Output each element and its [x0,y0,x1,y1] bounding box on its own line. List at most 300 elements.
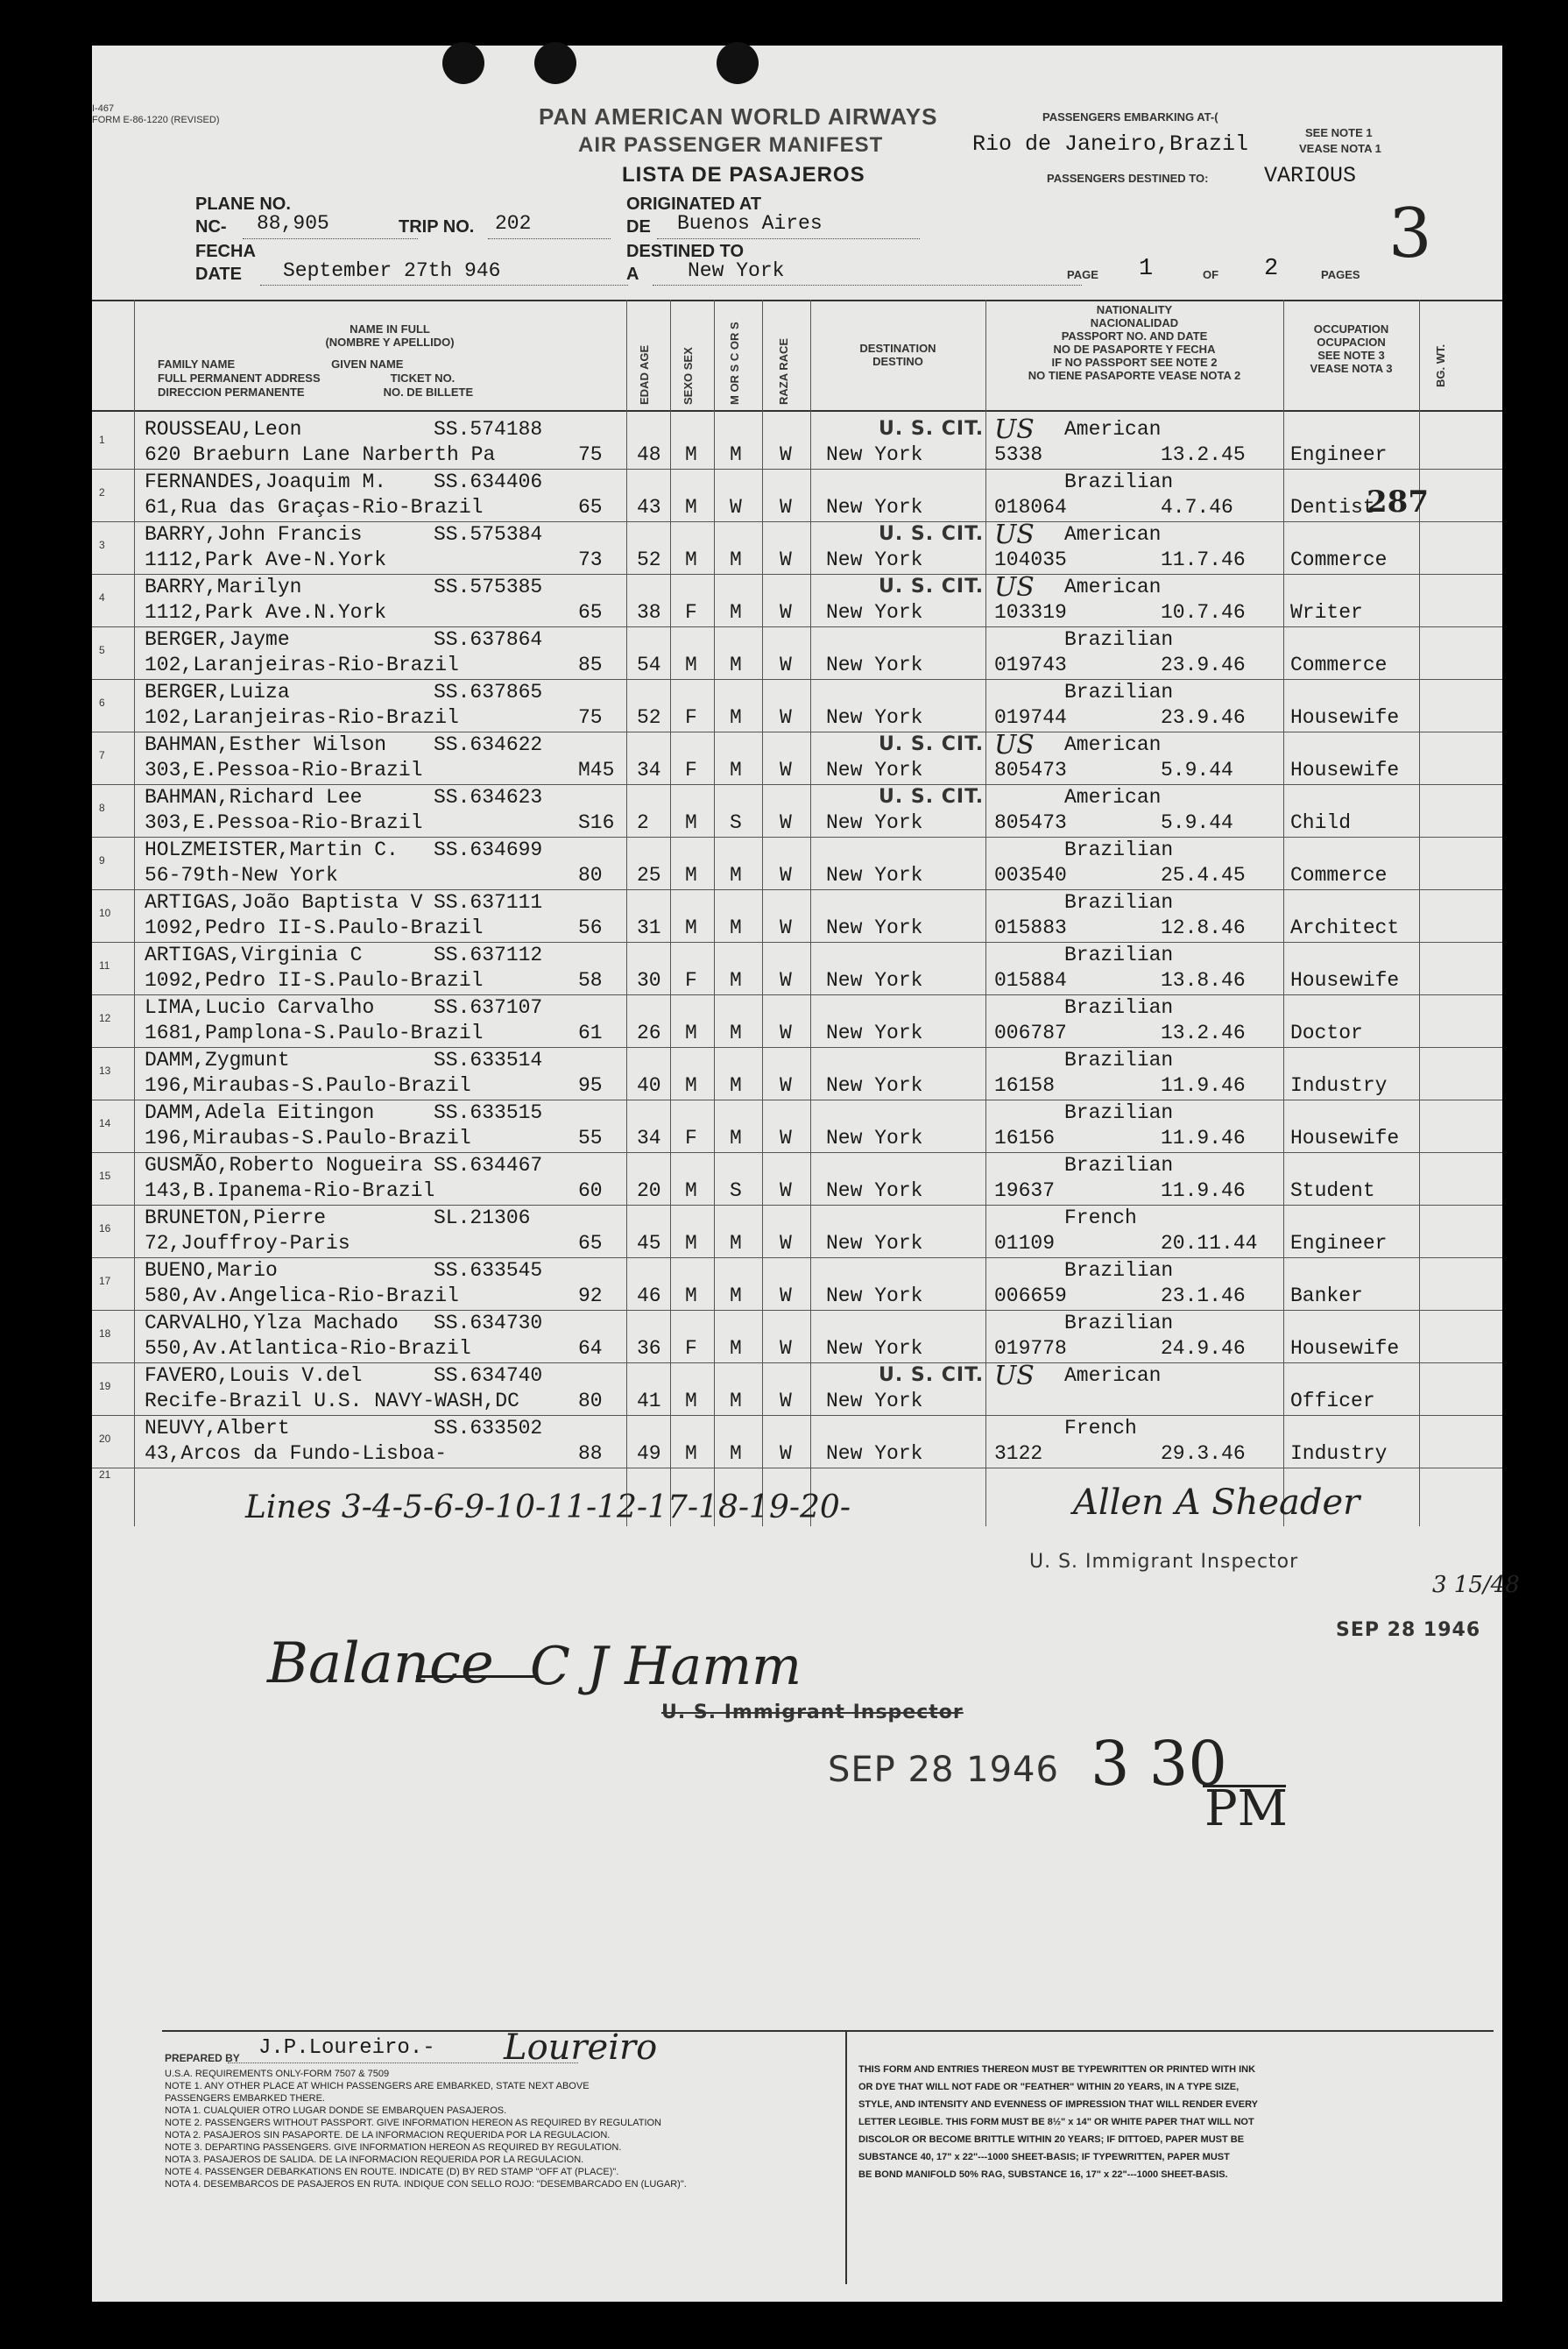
nationality-cell: Brazilian [1064,1101,1174,1124]
footer-note-right: BE BOND MANIFOLD 50% RAG, SUBSTANCE 16, 17" x 22"---1000 SHEET-BASIS. [858,2169,1228,2180]
time-note: 3 30 [1091,1728,1227,1800]
col-header-sex: SEXO SEX [682,347,695,405]
occupation-cell: Engineer [1290,443,1388,466]
row-rule [92,1362,1502,1363]
passenger-address: 72,Jouffroy-Paris [145,1232,350,1255]
passport-date: 23.9.46 [1161,706,1246,729]
race-cell: W [780,548,792,571]
plane-no: 88,905 [257,212,329,235]
passport-date: 11.9.46 [1161,1074,1246,1097]
sex-cell: M [685,496,697,519]
passenger-address: 1112,Park Ave.N.York [145,601,387,624]
trip-no: 202 [495,212,532,235]
col-line [1419,300,1420,1526]
row-number: 18 [99,1327,111,1340]
passport-date: 10.7.46 [1161,601,1246,624]
passport-date: 23.9.46 [1161,654,1246,676]
col-header-race: RAZA RACE [777,337,790,405]
marital-cell: M [730,601,742,624]
passport-number: 5338 [994,443,1043,466]
marital-cell: M [730,1127,742,1150]
age-cell: 34 [637,1127,661,1150]
age-cell: 30 [637,969,661,992]
race-cell: W [780,1390,792,1412]
row-rule [92,1205,1502,1206]
row-number: 15 [99,1170,111,1182]
ticket-code: 55 [578,1127,603,1150]
nationality-cell: Brazilian [1064,944,1174,966]
row-number: 13 [99,1065,111,1077]
passport-number: 103319 [994,601,1067,624]
sex-cell: M [685,1442,697,1465]
passport-number: 006659 [994,1284,1067,1307]
passenger-address: 102,Laranjeiras-Rio-Brazil [145,706,459,729]
plane-underline [243,238,418,239]
row-rule [92,574,1502,575]
race-cell: W [780,443,792,466]
nationality-cell: Brazilian [1064,838,1174,861]
occupation-cell: Child [1290,811,1352,834]
marital-cell: M [730,1284,742,1307]
ticket-code: 56 [578,916,603,939]
passenger-name: LIMA,Lucio Carvalho [145,996,375,1019]
ticket-code: 58 [578,969,603,992]
sex-cell: M [685,1232,697,1255]
col-header-age: EDAD AGE [638,344,651,405]
ticket-number: SS.634740 [434,1364,543,1387]
row-number: 10 [99,907,111,919]
destination-cell: New York [826,1074,923,1097]
ticket-code: 61 [578,1022,603,1044]
passport-date: 11.9.46 [1161,1127,1246,1150]
marital-cell: M [730,916,742,939]
passenger-address: 580,Av.Angelica-Rio-Brazil [145,1284,459,1307]
destination-cell: New York [826,1442,923,1465]
passenger-address: 303,E.Pessoa-Rio-Brazil [145,811,423,834]
nc-label: NC- [195,217,227,237]
passenger-name: ARTIGAS,João Baptista V [145,891,423,914]
passenger-name: HOLZMEISTER,Martin C. [145,838,399,861]
ticket-code: 85 [578,654,603,676]
marital-cell: M [730,1442,742,1465]
nationality-cell: American [1064,786,1162,809]
destination-cell: New York [826,811,923,834]
ticket-number: SS.633514 [434,1049,543,1072]
race-cell: W [780,1074,792,1097]
trip-underline [488,238,611,239]
ticket-number: SS.634730 [434,1312,543,1334]
occupation-cell: Student [1290,1179,1375,1202]
destination-cell: New York [826,706,923,729]
age-cell: 31 [637,916,661,939]
ticket-number: SL.21306 [434,1206,531,1229]
passport-date: 5.9.44 [1161,811,1233,834]
footer-note-left: NOTE 4. PASSENGER DEBARKATIONS EN ROUTE. INDICATE (D) BY RED STAMP "OFF AT (PLACE)". [165,2167,619,2177]
row-number: 6 [99,697,105,709]
passport-number: 104035 [994,548,1067,571]
passenger-address: 1092,Pedro II-S.Paulo-Brazil [145,969,484,992]
nationality-cell: Brazilian [1064,1312,1174,1334]
row-number: 9 [99,854,105,867]
col-header-bg-wt: BG. WT. [1434,343,1447,387]
passport-number: 019778 [994,1337,1067,1360]
prepared-label: PREPARED BY [165,2052,240,2064]
footer-rule [162,2030,1494,2032]
nationality-cell: Brazilian [1064,471,1174,493]
notes-right [858,2061,1258,2183]
of-label: OF [1203,268,1219,281]
balance-note: Balance [267,1631,494,1696]
race-cell: W [780,1022,792,1044]
plane-label: PLANE NO. [195,195,291,214]
dentist-number: 287 [1367,485,1429,520]
ticket-code: 92 [578,1284,603,1307]
footer-note-left: NOTA 1. CUALQUIER OTRO LUGAR DONDE SE EMBARQUEN PASAJEROS. [165,2105,507,2116]
row-rule [92,837,1502,838]
row-rule [92,626,1502,627]
race-cell: W [780,1232,792,1255]
nationality-cell: Brazilian [1064,1259,1174,1282]
passenger-address: 196,Miraubas-S.Paulo-Brazil [145,1074,471,1097]
col-line [626,300,627,1526]
passenger-address: 1112,Park Ave-N.York [145,548,387,571]
footer-note-left: NOTA 4. DESEMBARCOS DE PASAJEROS EN RUTA. INDIQUE CON SELLO ROJO: "DESEMBARCADO EN (LUGAR)". [165,2179,687,2190]
row-number: 12 [99,1012,111,1024]
passport-date: 11.7.46 [1161,548,1246,571]
marital-cell: M [730,864,742,887]
col-line [762,300,763,1526]
race-cell: W [780,759,792,782]
row-number: 14 [99,1117,111,1129]
destination-cell: New York [826,1232,923,1255]
race-cell: W [780,1127,792,1150]
row-rule [92,1047,1502,1048]
origin-underline [657,238,920,239]
pages-label: PAGES [1321,268,1360,281]
inspector-signature-1: Allen A Sheader [1073,1482,1360,1523]
footer-note-right: DISCOLOR OR BECOME BRITTLE WITHIN 20 YEARS; IF DITTOED, PAPER MUST BE [858,2134,1245,2145]
age-cell: 46 [637,1284,661,1307]
nationality-cell: American [1064,733,1162,756]
row-number: 8 [99,802,105,814]
sex-cell: M [685,1284,697,1307]
destination-cell: New York [826,759,923,782]
passport-number: 805473 [994,811,1067,834]
nationality-cell: American [1064,523,1162,546]
destination-cell: New York [826,864,923,887]
race-cell: W [780,496,792,519]
passenger-address: 196,Miraubas-S.Paulo-Brazil [145,1127,471,1150]
stamp-date-2: SEP 28 1946 [828,1750,1059,1790]
row-rule [92,1310,1502,1311]
col-line [1283,300,1284,1526]
marital-cell: M [730,759,742,782]
passport-date: 12.8.46 [1161,916,1246,939]
ticket-code: 65 [578,1232,603,1255]
passport-date: 25.4.45 [1161,864,1246,887]
punch-hole [534,42,576,84]
destination-cell: New York [826,1127,923,1150]
ticket-number: SS.574188 [434,418,543,441]
nationality-cell: Brazilian [1064,1049,1174,1072]
passenger-address: 102,Laranjeiras-Rio-Brazil [145,654,459,676]
ticket-number: SS.634622 [434,733,543,756]
ticket-number: SS.634699 [434,838,543,861]
occupation-cell: Industry [1290,1074,1388,1097]
passenger-address: 550,Av.Atlantica-Rio-Brazil [145,1337,471,1360]
footer-note-right: STYLE, AND INTENSITY AND EVENNESS OF IMPRESSION THAT WILL RENDER EVERY [858,2099,1258,2110]
row-number: 5 [99,644,105,656]
ticket-number: SS.633515 [434,1101,543,1124]
destination-cell: New York [826,548,923,571]
passport-number: 805473 [994,759,1067,782]
footer-note-right: LETTER LEGIBLE. THIS FORM MUST BE 8½" x 14" OR WHITE PAPER THAT WILL NOT [858,2117,1254,2127]
sex-cell: F [685,601,697,624]
race-cell: W [780,1337,792,1360]
col-header-family-given: FAMILY NAME GIVEN NAME [158,357,404,371]
row-number: 20 [99,1433,111,1445]
manifest-title-es: LISTA DE PASAJEROS [622,163,865,187]
footer-note-left: NOTE 2. PASSENGERS WITHOUT PASSPORT. GIVE INFORMATION HEREON AS REQUIRED BY REGULATION [165,2118,662,2128]
ticket-number: SS.637111 [434,891,543,914]
handwritten-us-mark: US [994,572,1035,603]
embarking-value: Rio de Janeiro,Brazil [972,131,1249,157]
passenger-address: 61,Rua das Graças-Rio-Brazil [145,496,484,519]
page-label: PAGE [1067,268,1098,281]
passport-date: 24.9.46 [1161,1337,1246,1360]
footer-note-left: PASSENGERS EMBARKED THERE. [165,2093,325,2104]
age-cell: 26 [637,1022,661,1044]
occupation-cell: Housewife [1290,759,1400,782]
page-no: 1 [1139,256,1154,282]
destined-value: VARIOUS [1264,163,1357,188]
passenger-name: FAVERO,Louis V.del [145,1364,363,1387]
passport-number: 019744 [994,706,1067,729]
passenger-name: DAMM,Zygmunt [145,1049,290,1072]
handwritten-us-mark: US [994,520,1035,550]
ticket-number: SS.633545 [434,1259,543,1282]
sex-cell: M [685,654,697,676]
footer-note-right: OR DYE THAT WILL NOT FADE OR "FEATHER" WITHIN 20 YEARS, IN A TYPE SIZE, [858,2082,1240,2092]
row-number: 17 [99,1275,111,1287]
destination-cell: New York [826,916,923,939]
occupation-cell: Housewife [1290,706,1400,729]
occupation-cell: Dentist [1290,496,1375,519]
row-rule [92,1415,1502,1416]
row-number: 7 [99,749,105,761]
col-header-direccion: DIRECCION PERMANENTE NO. DE BILLETE [158,386,474,399]
age-cell: 45 [637,1232,661,1255]
passport-number: 16158 [994,1074,1056,1097]
destination-cell: New York [826,1390,923,1412]
passport-date: 20.11.44 [1161,1232,1258,1255]
age-cell: 38 [637,601,661,624]
col-line [714,300,715,1526]
occupation-cell: Commerce [1290,864,1388,887]
passenger-address: 43,Arcos da Fundo-Lisboa- [145,1442,448,1465]
inspector-title-2: U. S. Immigrant Inspector [661,1702,964,1723]
destination-cell: New York [826,1284,923,1307]
nationality-cell: Brazilian [1064,891,1174,914]
passenger-name: BERGER,Jayme [145,628,290,651]
passport-date: 29.3.46 [1161,1442,1246,1465]
occupation-cell: Commerce [1290,548,1388,571]
marital-cell: M [730,1074,742,1097]
passport-number: 3122 [994,1442,1043,1465]
age-cell: 34 [637,759,661,782]
embarking-label: PASSENGERS EMBARKING AT-( [1042,110,1218,124]
row-number: 16 [99,1222,111,1235]
row-rule [92,942,1502,943]
sex-cell: M [685,443,697,466]
nationality-cell: Brazilian [1064,996,1174,1019]
row-rule [92,469,1502,470]
passport-number: 019743 [994,654,1067,676]
race-cell: W [780,811,792,834]
row-number: 2 [99,486,105,499]
row-number: 3 [99,539,105,551]
ticket-number: SS.575384 [434,523,543,546]
passport-date: 5.9.44 [1161,759,1233,782]
destined-label: PASSENGERS DESTINED TO: [1047,172,1209,185]
passport-date: 13.2.46 [1161,1022,1246,1044]
passport-number: 015884 [994,969,1067,992]
passport-date: 11.9.46 [1161,1179,1246,1202]
time-pm: PM [1204,1780,1289,1837]
nationality-cell: American [1064,418,1162,441]
page-mark: 3 [1388,195,1432,273]
originated-label: ORIGINATED AT [626,195,762,214]
sex-cell: M [685,864,697,887]
passenger-address: 56-79th-New York [145,864,338,887]
race-cell: W [780,916,792,939]
see-note: SEE NOTE 1 [1305,126,1373,139]
passenger-name: BAHMAN,Esther Wilson [145,733,387,756]
age-cell: 2 [637,811,649,834]
col-header-nationality: NATIONALITY NACIONALIDAD PASSPORT NO. AND DATE NO DE PASAPORTE Y FECHA IF NO PASSPORT SEE NOTE 2 NO TIENE PASAPORTE VEASE NOTA 2 [1028,303,1241,382]
col-header-address: FULL PERMANENT ADDRESS TICKET NO. [158,371,456,385]
destination-cell: New York [826,969,923,992]
ticket-code: M45 [578,759,615,782]
age-cell: 52 [637,548,661,571]
handwritten-us-mark: US [994,730,1035,761]
passenger-address: Recife-Brazil U.S. NAVY-WASH,DC [145,1390,519,1412]
ticket-code: S16 [578,811,615,834]
marital-cell: M [730,1232,742,1255]
ticket-code: 88 [578,1442,603,1465]
destination-underline [653,285,1082,286]
inspector-title-1: U. S. Immigrant Inspector [1029,1551,1299,1573]
destination-cell: New York [826,1022,923,1044]
notes-left [165,2068,687,2190]
col-header-destination: DESTINATION DESTINO [859,342,936,368]
table-header-rule [92,410,1502,412]
footer-note-right: THIS FORM AND ENTRIES THEREON MUST BE TYPEWRITTEN OR PRINTED WITH INK [858,2064,1256,2075]
pages-total: 2 [1264,256,1279,282]
passport-number: 19637 [994,1179,1056,1202]
sex-cell: F [685,969,697,992]
ticket-number: SS.637865 [434,681,543,704]
ticket-number: SS.633502 [434,1417,543,1440]
nationality-cell: American [1064,1364,1162,1387]
race-cell: W [780,1284,792,1307]
row-rule [92,1257,1502,1258]
sex-cell: M [685,1390,697,1412]
sex-cell: F [685,1337,697,1360]
age-cell: 43 [637,496,661,519]
passport-date: 13.2.45 [1161,443,1246,466]
destination-cell: New York [826,1337,923,1360]
ticket-number: SS.634467 [434,1154,543,1177]
col-header-marital: M OR S C OR S [728,322,741,405]
ticket-code: 95 [578,1074,603,1097]
passenger-table [92,300,1502,1526]
footer-note-left: NOTE 1. ANY OTHER PLACE AT WHICH PASSENGERS ARE EMBARKED, STATE NEXT ABOVE [165,2081,590,2091]
destination-cell: New York [826,1179,923,1202]
destination-cell: New York [826,601,923,624]
marital-cell: S [730,811,742,834]
passenger-address: 303,E.Pessoa-Rio-Brazil [145,759,423,782]
side-mark: 3 15/48 [1432,1572,1520,1598]
passenger-address: 1092,Pedro II-S.Paulo-Brazil [145,916,484,939]
footer-note-left: NOTE 3. DEPARTING PASSENGERS. GIVE INFORMATION HEREON AS REQUIRED BY REGULATION. [165,2142,622,2153]
passenger-address: 143,B.Ipanema-Rio-Brazil [145,1179,435,1202]
preparer-signature: Loureiro [504,2027,658,2068]
inspector-signature-2: C J Hamm [530,1636,802,1697]
col-line [985,300,986,1526]
col-line [670,300,671,1526]
age-cell: 49 [637,1442,661,1465]
passenger-name: GUSMÃO,Roberto Nogueira [145,1154,423,1177]
destination-cell: New York [826,443,923,466]
handwritten-us-mark: US [994,1361,1035,1391]
passenger-name: FERNANDES,Joaquim M. [145,471,387,493]
age-cell: 54 [637,654,661,676]
footer-divider [845,2030,847,2284]
flight-date: September 27th 946 [283,259,501,282]
nationality-cell: Brazilian [1064,1154,1174,1177]
ticket-number: SS.637864 [434,628,543,651]
sex-cell: M [685,1074,697,1097]
sex-cell: M [685,916,697,939]
punch-hole [442,42,484,84]
handwritten-us-mark: US [994,414,1035,445]
nationality-cell: Brazilian [1064,628,1174,651]
race-cell: W [780,1442,792,1465]
race-cell: W [780,864,792,887]
row-number: 19 [99,1380,111,1392]
age-cell: 40 [637,1074,661,1097]
footer-note-right: SUBSTANCE 40, 17" x 22"---1000 SHEET-BASIS; IF TYPEWRITTEN, PAPER MUST [858,2152,1230,2162]
manifest-page [92,46,1520,2302]
ticket-code: 75 [578,706,603,729]
race-cell: W [780,706,792,729]
ticket-code: 64 [578,1337,603,1360]
ticket-code: 80 [578,864,603,887]
age-cell: 36 [637,1337,661,1360]
row-rule [92,1152,1502,1153]
stamp-date-1: SEP 28 1946 [1336,1619,1481,1641]
occupation-cell: Housewife [1290,1127,1400,1150]
footer-note-left: U.S.A. REQUIREMENTS ONLY-FORM 7507 & 7509 [165,2069,390,2079]
time-fraction-bar [1203,1785,1286,1787]
race-cell: W [780,654,792,676]
destination-cell: New York [826,496,923,519]
col-header-name: NAME IN FULL (NOMBRE Y APELLIDO) [325,322,455,349]
destination: New York [688,259,785,282]
ticket-number: SS.634623 [434,786,543,809]
company-name: PAN AMERICAN WORLD AIRWAYS [539,103,938,130]
